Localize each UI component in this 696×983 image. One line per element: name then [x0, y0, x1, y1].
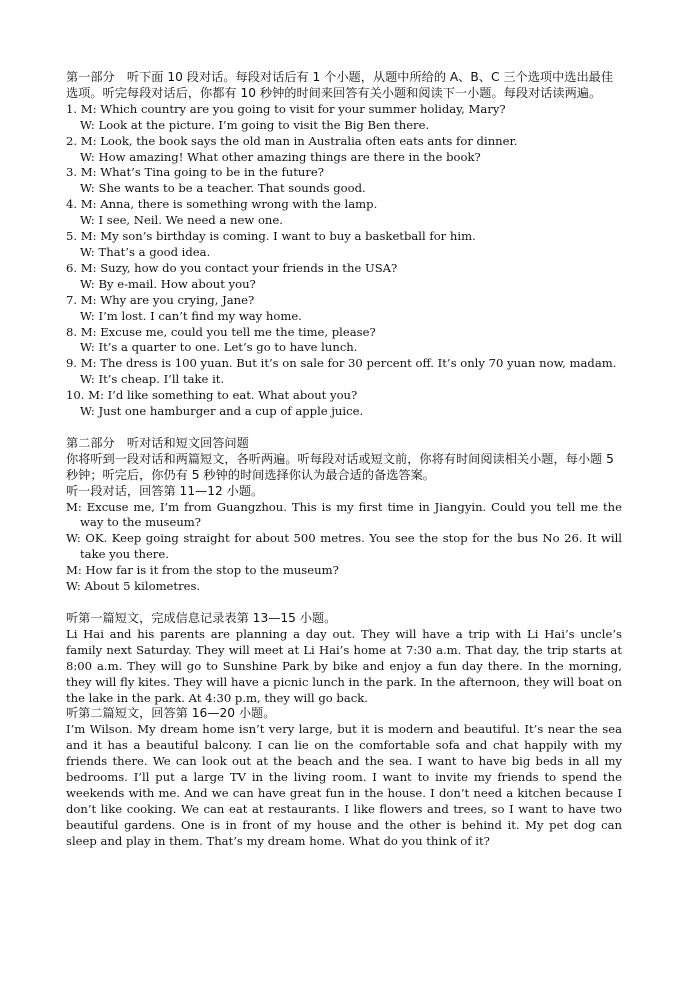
- dialog-2-m: 2. M: Look, the book says the old man in Australia often eats ants for dinner.: [66, 133, 518, 148]
- long-dialog-line-2: W: OK. Keep going straight for about 500 metres. You see the stop for the bus No 26. It will take you there.: [66, 531, 622, 562]
- long-dialog: [66, 500, 622, 595]
- dialog-2-w: W: How amazing! What other amazing things are there in the book?: [80, 149, 481, 164]
- long-dialog-line-4: W: About 5 kilometres.: [66, 579, 201, 594]
- dialog-list: [66, 102, 622, 420]
- dialog-10-w: W: Just one hamburger and a cup of apple juice.: [80, 404, 364, 419]
- dialog-4-m: 4. M: Anna, there is something wrong with the lamp.: [66, 197, 378, 212]
- dialog-8-m: 8. M: Excuse me, could you tell me the time, please?: [66, 324, 376, 339]
- dialog-5-m: 5. M: My son’s birthday is coming. I want to buy a basketball for him.: [66, 229, 476, 244]
- dialog-3-w: W: She wants to be a teacher. That sounds good.: [80, 181, 366, 196]
- dialog-5-w: W: That’s a good idea.: [80, 244, 211, 259]
- long-dialog-line-1: M: Excuse me, I’m from Guangzhou. This is my first time in Jiangyin. Could you tell me the way to the museum?: [66, 499, 622, 530]
- passage1-text: Li Hai and his parents are planning a day out. They will have a trip with Li Hai’s uncle’s family next Saturday. They will meet at Li Hai’s home at 7:30 a.m. That day, the trip starts at 8:00 a.m. They will go to Sunshine Park by bike and enjoy a fun day there. In the morning, they will fly kites. They will have a picnic lunch in the park. In the afternoon, they will boat on the lake in the park. At 4:30 p.m, they will go back.: [66, 626, 622, 705]
- section-spacer: [66, 420, 622, 436]
- dialog-6-w: W: By e-mail. How about you?: [80, 276, 256, 291]
- part1-heading: 第一部分 听下面 10 段对话。每段对话后有 1 个小题，从题中所给的 A、B、C 三个选项中选出最佳选项。听完每段对话后，你都有 10 秒钟的时间来回答有关小题和阅读下一小题。每段对话读两遍。: [66, 70, 614, 100]
- passage1-heading: 听第一篇短文，完成信息记录表第 13—15 小题。: [66, 611, 337, 625]
- dialog-6-m: 6. M: Suzy, how do you contact your friends in the USA?: [66, 260, 398, 275]
- part2-instructions: 你将听到一段对话和两篇短文，各听两遍。听每段对话或短文前，你将有时间阅读相关小题，每小题 5 秒钟；听完后，你仍有 5 秒钟的时间选择你认为最合适的备选答案。: [66, 451, 614, 482]
- dialog-9-m: 9. M: The dress is 100 yuan. But it’s on sale for 30 percent off. It’s only 70 yuan now, madam.: [66, 356, 617, 371]
- dialog-9-w: W: It’s cheap. I’ll take it.: [80, 372, 225, 387]
- dialog-4-w: W: I see, Neil. We need a new one.: [80, 213, 283, 228]
- dialog-1-m: 1. M: Which country are you going to visit for your summer holiday, Mary?: [66, 101, 506, 116]
- part2-heading: 第二部分 听对话和短文回答问题: [66, 435, 249, 450]
- dialog-7-w: W: I’m lost. I can’t find my way home.: [80, 308, 302, 323]
- dialog-1-w: W: Look at the picture. I’m going to visit the Big Ben there.: [80, 117, 430, 132]
- dialog-3-m: 3. M: What’s Tina going to be in the future?: [66, 165, 325, 180]
- dialog-10-m: 10. M: I’d like something to eat. What about you?: [66, 388, 358, 403]
- long-dialog-line-3: M: How far is it from the stop to the museum?: [66, 563, 339, 578]
- dialog-8-w: W: It’s a quarter to one. Let’s go to have lunch.: [80, 340, 358, 355]
- section-spacer-2: [66, 595, 622, 611]
- passage2-heading: 听第二篇短文，回答第 16—20 小题。: [66, 706, 276, 721]
- dialog-7-m: 7. M: Why are you crying, Jane?: [66, 292, 255, 307]
- document-page: [66, 70, 622, 850]
- passage2-text: I’m Wilson. My dream home isn’t very large, but it is modern and beautiful. It’s near the sea and it has a beautiful balcony. I can lie on the comfortable sofa and chat happily with my friends there. We can look out at the beach and the sea. I want to have big beds in all my bedrooms. I’ll put a large TV in the living room. I want to invite my friends to spend the weekends with me. And we can have great fun in the house. I don’t need a kitchen because I don’t like cooking. We can eat at restaurants. I like flowers and trees, so I want to have two beautiful gardens. One is in front of my house and the other is behind it. My pet dog can sleep and play in them. That’s my dream home. What do you think of it?: [66, 722, 622, 848]
- dialog-section-heading: 听一段对话，回答第 11—12 小题。: [66, 483, 264, 498]
